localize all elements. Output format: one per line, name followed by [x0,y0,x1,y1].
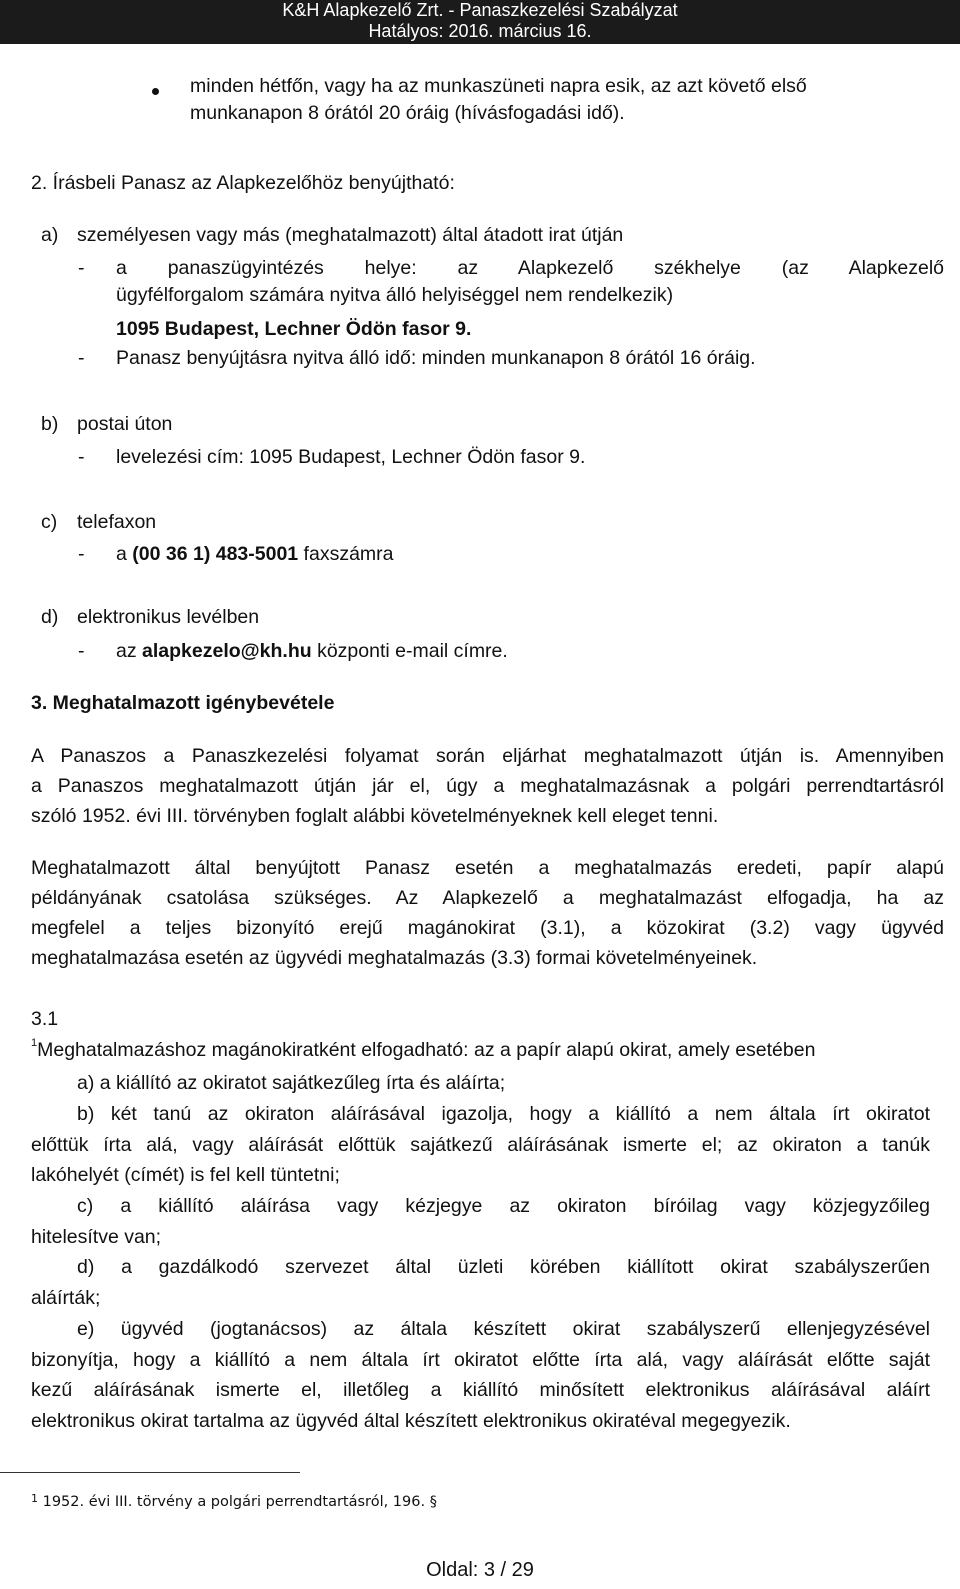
footnote-text: 1952. évi III. törvény a polgári perrendtartásról, 196. § [42,1494,437,1510]
section-3-p2-line-2: példányának csatolása szükséges. Az Alapkezelő a meghatalmazást elfogadja, ha az [31,887,944,909]
header-title: K&H Alapkezelő Zrt. - Panaszkezelési Szabályzat [282,0,678,20]
item-c-label: c) [41,511,58,533]
fax-number: (00 36 1) 483-5001 [132,543,299,565]
condition-e-line-1: e) ügyvéd (jogtanácsos) az általa készített okirat szabályszerű ellenjegyzésével [77,1318,930,1340]
section-3-p1-line-2: a Panaszos meghatalmazott útján jár el, úgy a meghatalmazásnak a polgári perrendtartásról [31,775,944,797]
item-a-dash-1: - [78,257,85,279]
condition-e-line-2: bizonyítja, hogy a kiállító a nem általa írt okiratot előtte írta alá, vagy aláírását előtte saját [31,1349,930,1371]
footnote-ref: 1 [31,1037,38,1049]
bullet-line-2: munkanapon 8 órától 20 óráig (hívásfogadási idő). [190,102,625,124]
item-a-dash-2: - [78,347,85,369]
condition-e-line-4: elektronikus okirat tartalma az ügyvéd által készített elektronikus okiratéval megegyezik. [31,1410,791,1432]
page-header [0,0,960,44]
condition-d-line-2: aláírták; [31,1287,101,1309]
footnote-number: 1 [31,1492,38,1505]
section-3-p1-line-1: A Panaszos a Panaszkezelési folyamat során eljárhat meghatalmazott útján is. Amennyiben [31,745,944,767]
header-effective-date: Hatályos: 2016. március 16. [368,21,592,41]
condition-c-line-2: hitelesítve van; [31,1226,162,1248]
section-2-title: 2. Írásbeli Panasz az Alapkezelőhöz benyújtható: [31,172,455,194]
item-a-place-line-2: ügyfélforgalom számára nyitva álló helyiséggel nem rendelkezik) [116,284,674,306]
bullet-icon [152,88,159,95]
item-d-email: az alapkezelo@kh.hu központi e-mail címre. [116,640,508,662]
condition-c-line-1: c) a kiállító aláírása vagy kézjegye az okiraton bíróilag vagy közjegyzőileg [77,1195,930,1217]
condition-b-line-1: b) két tanú az okiraton aláírásával igazolja, hogy a kiállító a nem általa írt okiratot [77,1103,930,1125]
item-b-address: levelezési cím: 1095 Budapest, Lechner Ödön fasor 9. [116,446,586,468]
condition-d-line-1: d) a gazdálkodó szervezet által üzleti körében kiállított okirat szabályszerűen [77,1256,930,1278]
item-b-dash: - [78,446,85,468]
section-3-p2-line-3: megfelel a teljes bizonyító erejű magánokirat (3.1), a közokirat (3.2) vagy ügyvéd [31,917,944,939]
condition-b-line-2: előttük írta alá, vagy aláírását előttük sajátkezű aláírásának ismerte el; az okiraton a tanúk [31,1134,930,1156]
item-d-text: elektronikus levélben [77,606,260,628]
footnote [31,1494,437,1510]
condition-b-line-3: lakóhelyét (címét) is fel kell tüntetni; [31,1164,340,1186]
condition-a: a) a kiállító az okiratot sajátkezűleg írta és aláírta; [77,1072,506,1094]
item-c-fax: a (00 36 1) 483-5001 faxszámra [116,543,394,565]
section-3-title: 3. Meghatalmazott igénybevétele [31,692,335,714]
item-c-text: telefaxon [77,511,157,533]
email-address: alapkezelo@kh.hu [142,640,312,662]
item-a-label: a) [41,224,59,246]
item-a-hours: Panasz benyújtásra nyitva álló idő: minden munkanapon 8 órától 16 óráig. [116,347,756,369]
item-d-label: d) [41,606,59,628]
page-number: Oldal: 3 / 29 [426,1559,534,1581]
section-3-p2-line-1: Meghatalmazott által benyújtott Panasz esetén a meghatalmazás eredeti, papír alapú [31,857,944,879]
item-b-text: postai úton [77,413,173,435]
section-3-1-number: 3.1 [31,1008,59,1030]
section-3-p2-line-4: meghatalmazása esetén az ügyvédi meghatalmazás (3.3) formai követelményeinek. [31,947,758,969]
section-3-p1-line-3: szóló 1952. évi III. törvényben foglalt alábbi követelményeknek kell eleget tenni. [31,805,719,827]
item-b-label: b) [41,413,59,435]
section-3-1-intro: $^1$Meghatalmazáshoz magánokiratként elfogadható: az a papír alapú okirat, amely esetében [31,1037,816,1061]
bullet-line-1: minden hétfőn, vagy ha az munkaszüneti napra esik, az azt követő első [190,75,807,97]
item-a-place-line-1: a panaszügyintézés helye: az Alapkezelő székhelye (az Alapkezelő [116,257,944,279]
footnote-divider [0,1472,300,1473]
item-c-dash: - [78,543,85,565]
condition-e-line-3: kezű aláírásának ismerte el, illetőleg a kiállító minősített elektronikus aláírásával aláírt [31,1379,930,1401]
item-d-dash: - [78,640,85,662]
item-a-text: személyesen vagy más (meghatalmazott) által átadott irat útján [77,224,624,246]
item-a-address: 1095 Budapest, Lechner Ödön fasor 9. [116,318,472,340]
